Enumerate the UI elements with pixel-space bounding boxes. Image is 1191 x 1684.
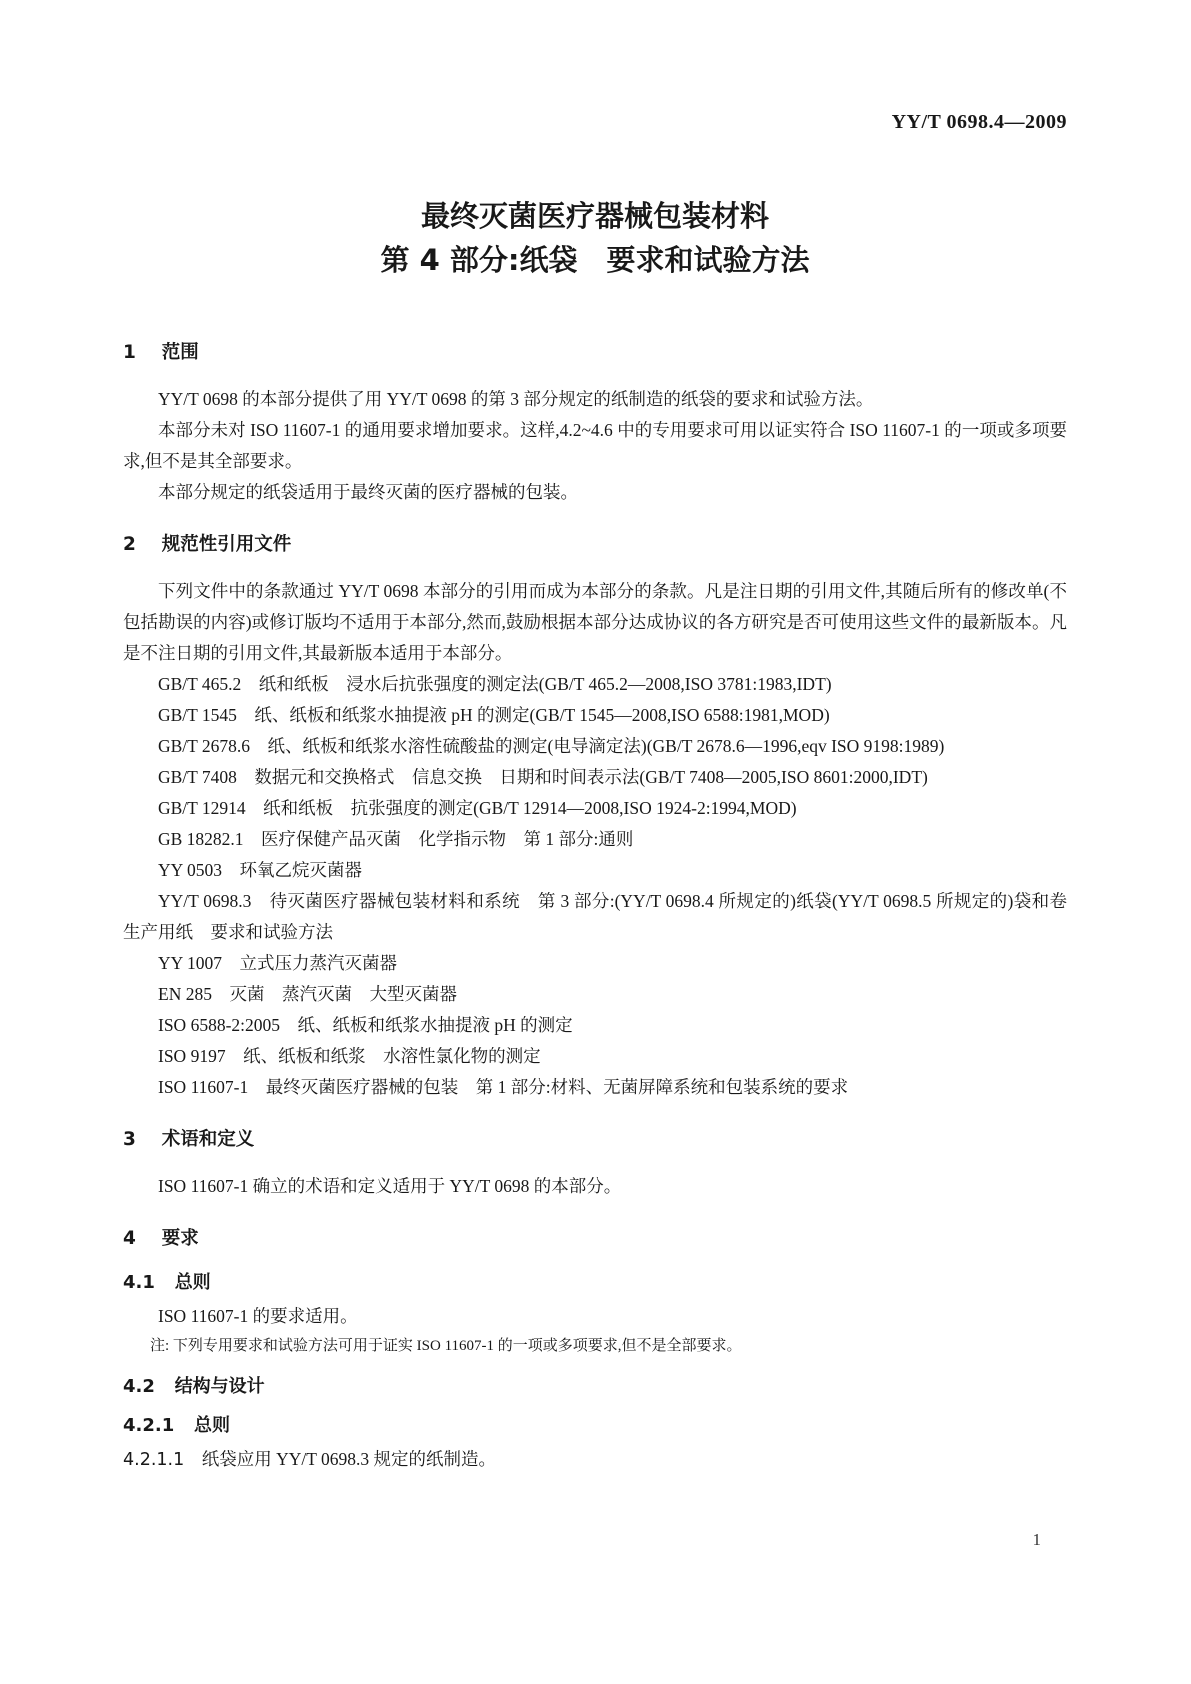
reference-item: GB 18282.1 医疗保健产品灭菌 化学指示物 第 1 部分:通则	[158, 829, 634, 849]
clause-text: 规范性引用文件	[161, 534, 292, 555]
reference-item: YY 0503 环氧乙烷灭菌器	[158, 860, 363, 880]
clause-text: 总则	[174, 1272, 211, 1293]
note: 注: 下列专用要求和试验方法可用于证实 ISO 11607-1 的一项或多项要求,但不是全部要求。	[150, 1338, 742, 1354]
document-title-line2: 第 4 部分:纸袋 要求和试验方法	[380, 243, 810, 277]
reference-item: YY/T 0698.3 待灭菌医疗器械包装材料和系统 第 3 部分:(YY/T 0698.4 所规定的)纸袋(YY/T 0698.5 所规定的)袋和卷生产用纸 要求和试验方法	[123, 891, 1067, 942]
subsection-heading	[123, 1413, 1067, 1439]
section-heading	[123, 1127, 1067, 1153]
paragraph: 本部分规定的纸袋适用于最终灭菌的医疗器械的包装。	[158, 482, 578, 502]
clause-number: 3	[123, 1129, 136, 1150]
reference-item: YY 1007 立式压力蒸汽灭菌器	[158, 953, 398, 973]
clause	[123, 1444, 1067, 1476]
clause-text: 纸袋应用 YY/T 0698.3 规定的纸制造。	[201, 1449, 496, 1469]
clause-number: 4.2.1.1	[123, 1450, 185, 1470]
clause-number: 4.2.1	[123, 1415, 175, 1436]
clause-text: 范围	[161, 342, 199, 363]
section-heading	[123, 532, 1067, 558]
paragraph: ISO 11607-1 确立的术语和定义适用于 YY/T 0698 的本部分。	[158, 1176, 622, 1196]
reference-item: ISO 11607-1 最终灭菌医疗器械的包装 第 1 部分:材料、无菌屏障系统和包装系统的要求	[158, 1077, 849, 1097]
reference-item: EN 285 灭菌 蒸汽灭菌 大型灭菌器	[158, 984, 457, 1004]
reference-item: GB/T 12914 纸和纸板 抗张强度的测定(GB/T 12914—2008,ISO 1924-2:1994,MOD)	[158, 798, 797, 818]
document-body	[123, 340, 1067, 1476]
reference-item: ISO 9197 纸、纸板和纸浆 水溶性氯化物的测定	[158, 1046, 541, 1066]
paragraph: 本部分未对 ISO 11607-1 的通用要求增加要求。这样,4.2~4.6 中的专用要求可用以证实符合 ISO 11607-1 的一项或多项要求,但不是其全部要求。	[123, 420, 1067, 471]
subsection-heading	[123, 1270, 1067, 1296]
clause-number: 4.2	[123, 1376, 155, 1397]
section-heading	[123, 340, 1067, 366]
paragraph: YY/T 0698 的本部分提供了用 YY/T 0698 的第 3 部分规定的纸制造的纸袋的要求和试验方法。	[158, 389, 874, 409]
clause-number: 4	[123, 1228, 136, 1249]
reference-item: GB/T 465.2 纸和纸板 浸水后抗张强度的测定法(GB/T 465.2—2008,ISO 3781:1983,IDT)	[158, 674, 832, 694]
document-title-line1: 最终灭菌医疗器械包装材料	[420, 199, 769, 233]
paragraph: ISO 11607-1 的要求适用。	[158, 1306, 358, 1326]
clause-text: 总则	[194, 1415, 231, 1436]
standard-code-header: YY/T 0698.4—2009	[891, 111, 1067, 133]
clause-text: 术语和定义	[161, 1129, 255, 1150]
document-title	[123, 194, 1067, 282]
reference-item: ISO 6588-2:2005 纸、纸板和纸浆水抽提液 pH 的测定	[158, 1015, 573, 1035]
paragraph: 下列文件中的条款通过 YY/T 0698 本部分的引用而成为本部分的条款。凡是注日期的引用文件,其随后所有的修改单(不包括勘误的内容)或修订版均不适用于本部分,然而,鼓励根据本部分达成协议的各方研究是否可使用这些文件的最新版本。凡是不注日期的引用文件,其最新版本适用于本部分。	[123, 581, 1067, 663]
reference-item: GB/T 2678.6 纸、纸板和纸浆水溶性硫酸盐的测定(电导滴定法)(GB/T 2678.6—1996,eqv ISO 9198:1989)	[158, 736, 945, 756]
reference-item: GB/T 7408 数据元和交换格式 信息交换 日期和时间表示法(GB/T 7408—2005,ISO 8601:2000,IDT)	[158, 767, 928, 787]
clause-text: 结构与设计	[174, 1376, 265, 1397]
reference-item: GB/T 1545 纸、纸板和纸浆水抽提液 pH 的测定(GB/T 1545—2008,ISO 6588:1981,MOD)	[158, 705, 830, 725]
page-number: 1	[1032, 1530, 1041, 1549]
clause-number: 2	[123, 534, 136, 555]
clause-number: 4.1	[123, 1272, 155, 1293]
subsection-heading	[123, 1374, 1067, 1400]
clause-text: 要求	[161, 1228, 199, 1249]
clause-number: 1	[123, 342, 136, 363]
section-heading	[123, 1226, 1067, 1252]
